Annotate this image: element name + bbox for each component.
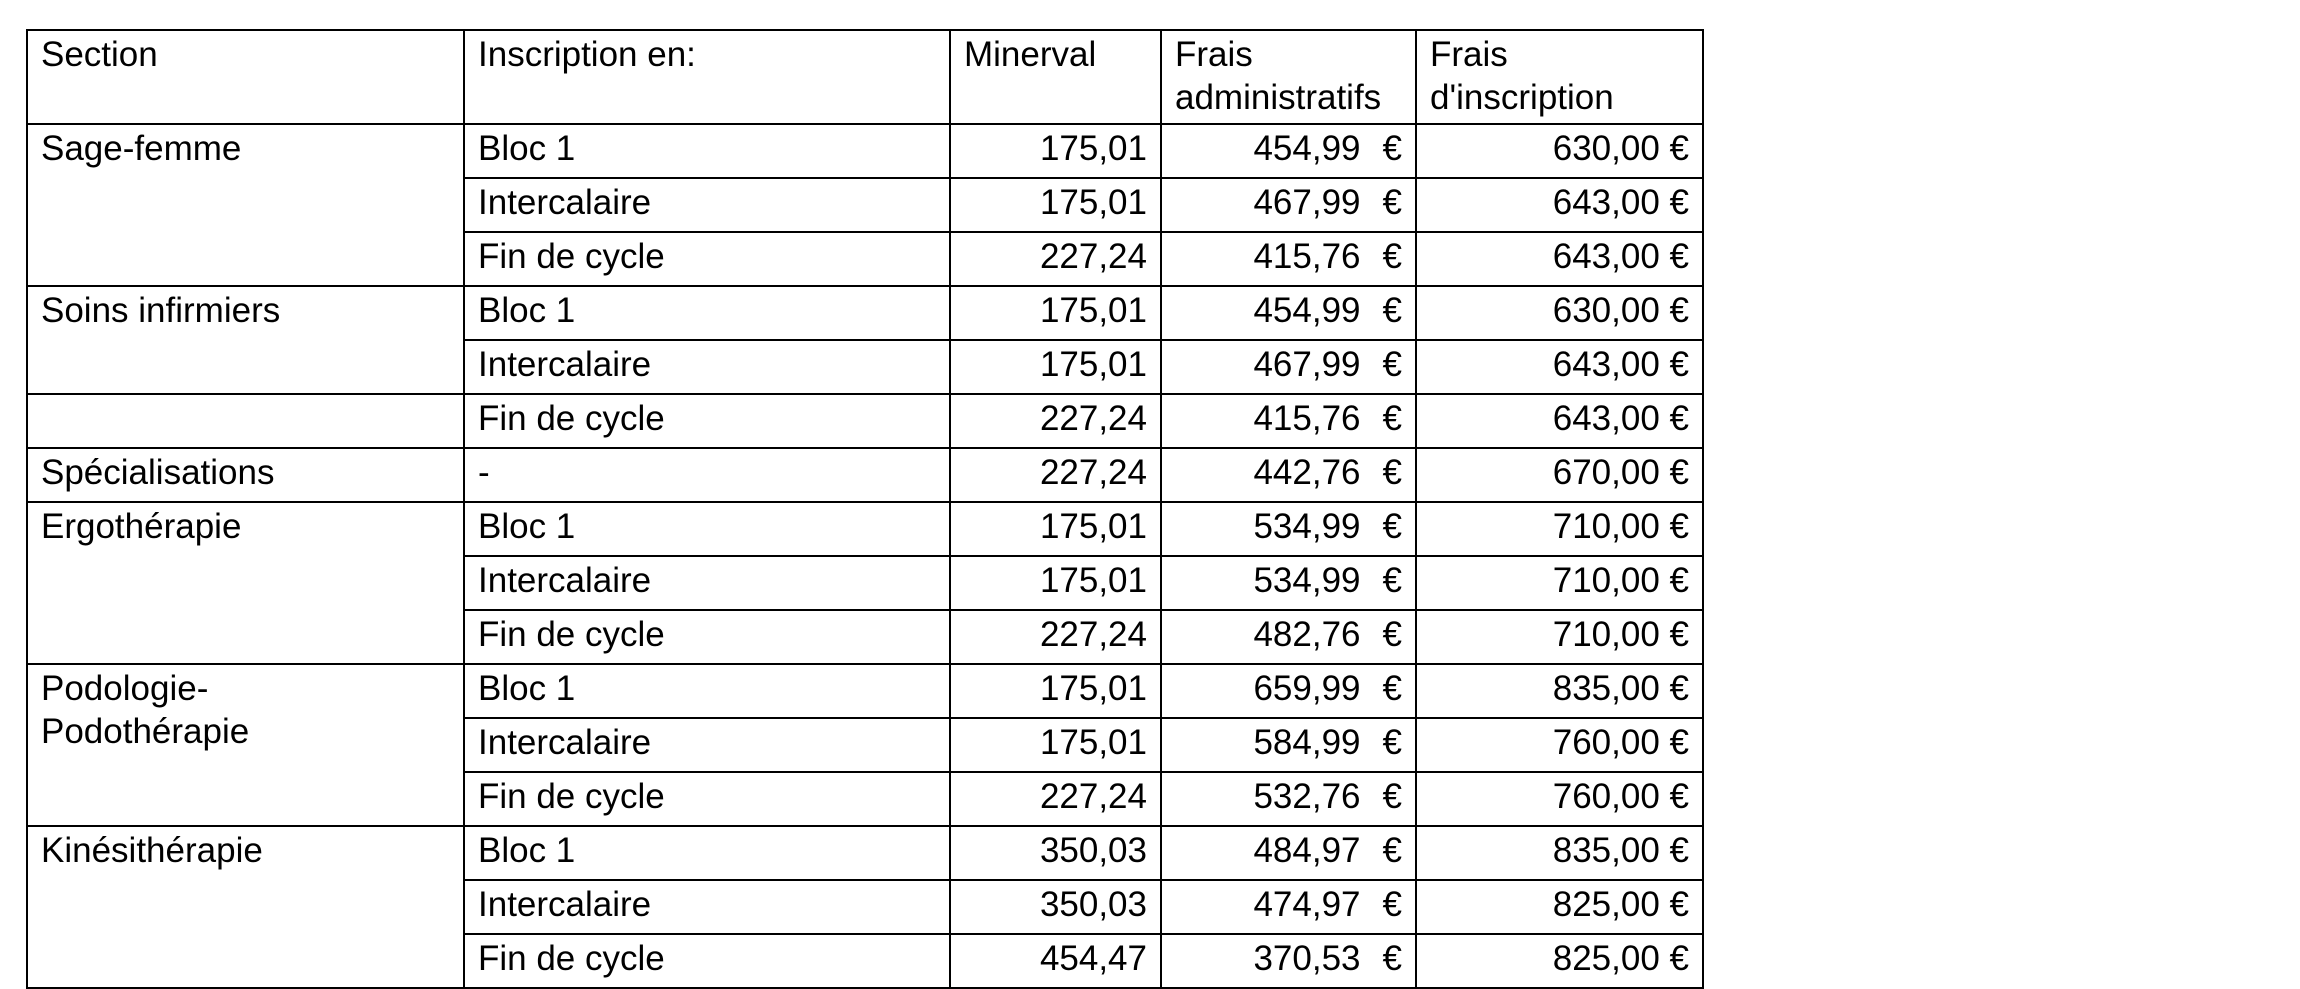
inscription-cell: Bloc 1 — [464, 664, 950, 718]
inscription-cell: Fin de cycle — [464, 934, 950, 988]
frais-inscription-cell: 825,00 € — [1416, 934, 1703, 988]
inscription-cell: Intercalaire — [464, 340, 950, 394]
euro-symbol: € — [1382, 615, 1402, 654]
minerval-cell: 227,24 — [950, 394, 1161, 448]
inscription-cell: Bloc 1 — [464, 286, 950, 340]
inscription-cell: Bloc 1 — [464, 826, 950, 880]
euro-symbol: € — [1382, 723, 1402, 762]
euro-symbol: € — [1382, 939, 1402, 978]
frais-administratifs-cell — [1161, 178, 1416, 232]
inscription-cell: Fin de cycle — [464, 232, 950, 286]
header-inscription — [464, 30, 950, 124]
frais-inscription-cell: 825,00 € — [1416, 880, 1703, 934]
frais-administratifs-cell — [1161, 934, 1416, 988]
frais-administratifs-value: 484,97 — [1253, 831, 1361, 870]
euro-symbol: € — [1382, 777, 1402, 816]
frais-administratifs-cell — [1161, 556, 1416, 610]
table-row — [27, 124, 1703, 178]
frais-administratifs-value: 474,97 — [1253, 885, 1361, 924]
euro-symbol: € — [1382, 831, 1402, 870]
frais-inscription-cell: 630,00 € — [1416, 124, 1703, 178]
frais-administratifs-cell — [1161, 394, 1416, 448]
frais-inscription-cell: 760,00 € — [1416, 772, 1703, 826]
frais-administratifs-value: 584,99 — [1253, 723, 1361, 762]
frais-administratifs-cell — [1161, 502, 1416, 556]
frais-administratifs-cell — [1161, 286, 1416, 340]
header-frais-inscription-line2: d'inscription — [1430, 78, 1614, 117]
euro-symbol: € — [1382, 345, 1402, 384]
fees-table — [26, 29, 1704, 989]
minerval-cell: 175,01 — [950, 286, 1161, 340]
inscription-cell: Intercalaire — [464, 880, 950, 934]
euro-symbol: € — [1382, 237, 1402, 276]
inscription-cell: Fin de cycle — [464, 772, 950, 826]
table-body — [27, 124, 1703, 988]
frais-administratifs-cell — [1161, 340, 1416, 394]
inscription-cell: Intercalaire — [464, 178, 950, 232]
frais-inscription-cell: 643,00 € — [1416, 340, 1703, 394]
inscription-cell: Bloc 1 — [464, 502, 950, 556]
euro-symbol: € — [1382, 885, 1402, 924]
frais-administratifs-cell — [1161, 880, 1416, 934]
minerval-cell: 350,03 — [950, 880, 1161, 934]
frais-inscription-cell: 835,00 € — [1416, 826, 1703, 880]
frais-administratifs-value: 482,76 — [1253, 615, 1361, 654]
frais-administratifs-value: 467,99 — [1253, 183, 1361, 222]
section-cell — [27, 448, 464, 502]
table-row — [27, 394, 1703, 448]
table-row — [27, 286, 1703, 340]
table-row — [27, 448, 1703, 502]
inscription-cell: Bloc 1 — [464, 124, 950, 178]
minerval-cell: 175,01 — [950, 718, 1161, 772]
minerval-cell: 175,01 — [950, 124, 1161, 178]
minerval-cell: 175,01 — [950, 502, 1161, 556]
section-label-line1: Podologie- — [41, 669, 209, 708]
header-row — [27, 30, 1703, 124]
frais-inscription-cell: 835,00 € — [1416, 664, 1703, 718]
header-section — [27, 30, 464, 124]
euro-symbol: € — [1382, 669, 1402, 708]
section-label: Sage-femme — [41, 129, 242, 168]
frais-administratifs-value: 532,76 — [1253, 777, 1361, 816]
frais-administratifs-value: 415,76 — [1253, 399, 1361, 438]
inscription-cell: Intercalaire — [464, 556, 950, 610]
frais-inscription-cell: 643,00 € — [1416, 394, 1703, 448]
frais-inscription-cell: 710,00 € — [1416, 610, 1703, 664]
minerval-cell: 350,03 — [950, 826, 1161, 880]
minerval-cell: 227,24 — [950, 772, 1161, 826]
euro-symbol: € — [1382, 129, 1402, 168]
frais-inscription-cell: 760,00 € — [1416, 718, 1703, 772]
frais-inscription-cell: 670,00 € — [1416, 448, 1703, 502]
minerval-cell: 175,01 — [950, 340, 1161, 394]
euro-symbol: € — [1382, 183, 1402, 222]
header-frais-administratifs — [1161, 30, 1416, 124]
section-cell — [27, 394, 464, 448]
euro-symbol: € — [1382, 561, 1402, 600]
frais-administratifs-value: 454,99 — [1253, 291, 1361, 330]
euro-symbol: € — [1382, 507, 1402, 546]
section-label: Spécialisations — [41, 453, 275, 492]
frais-administratifs-cell — [1161, 448, 1416, 502]
inscription-cell: Intercalaire — [464, 718, 950, 772]
minerval-cell: 175,01 — [950, 664, 1161, 718]
section-label: Ergothérapie — [41, 507, 242, 546]
frais-administratifs-cell — [1161, 826, 1416, 880]
frais-administratifs-cell — [1161, 124, 1416, 178]
frais-administratifs-value: 534,99 — [1253, 561, 1361, 600]
minerval-cell: 175,01 — [950, 178, 1161, 232]
frais-inscription-cell: 643,00 € — [1416, 232, 1703, 286]
frais-inscription-cell: 710,00 € — [1416, 556, 1703, 610]
inscription-cell: Fin de cycle — [464, 610, 950, 664]
minerval-cell: 454,47 — [950, 934, 1161, 988]
frais-administratifs-cell — [1161, 772, 1416, 826]
frais-administratifs-cell — [1161, 610, 1416, 664]
frais-administratifs-value: 454,99 — [1253, 129, 1361, 168]
euro-symbol: € — [1382, 453, 1402, 492]
frais-inscription-cell: 710,00 € — [1416, 502, 1703, 556]
header-minerval — [950, 30, 1161, 124]
frais-administratifs-cell — [1161, 232, 1416, 286]
frais-inscription-cell: 643,00 € — [1416, 178, 1703, 232]
table-row — [27, 826, 1703, 880]
euro-symbol: € — [1382, 399, 1402, 438]
table-row — [27, 664, 1703, 718]
section-cell — [27, 826, 464, 988]
frais-administratifs-value: 415,76 — [1253, 237, 1361, 276]
minerval-cell: 227,24 — [950, 448, 1161, 502]
frais-administratifs-value: 370,53 — [1253, 939, 1361, 978]
frais-administratifs-value: 442,76 — [1253, 453, 1361, 492]
table-row — [27, 502, 1703, 556]
frais-administratifs-value: 467,99 — [1253, 345, 1361, 384]
frais-inscription-cell: 630,00 € — [1416, 286, 1703, 340]
minerval-cell: 227,24 — [950, 610, 1161, 664]
section-label: Kinésithérapie — [41, 831, 263, 870]
header-minerval-label: Minerval — [964, 35, 1097, 74]
header-frais-administratifs-line2: administratifs — [1175, 78, 1382, 117]
section-cell — [27, 286, 464, 394]
frais-administratifs-cell — [1161, 718, 1416, 772]
section-label: Soins infirmiers — [41, 291, 281, 330]
frais-administratifs-cell — [1161, 664, 1416, 718]
frais-administratifs-value: 659,99 — [1253, 669, 1361, 708]
frais-administratifs-value: 534,99 — [1253, 507, 1361, 546]
section-label-line2: Podothérapie — [41, 712, 250, 751]
section-cell — [27, 502, 464, 664]
header-frais-inscription-line1: Frais — [1430, 35, 1508, 74]
section-cell — [27, 664, 464, 826]
header-frais-inscription — [1416, 30, 1703, 124]
minerval-cell: 227,24 — [950, 232, 1161, 286]
header-section-label: Section — [41, 35, 158, 74]
minerval-cell: 175,01 — [950, 556, 1161, 610]
inscription-cell: Fin de cycle — [464, 394, 950, 448]
header-inscription-label: Inscription en: — [478, 35, 696, 74]
section-cell — [27, 124, 464, 286]
inscription-cell: - — [464, 448, 950, 502]
header-frais-administratifs-line1: Frais — [1175, 35, 1253, 74]
euro-symbol: € — [1382, 291, 1402, 330]
